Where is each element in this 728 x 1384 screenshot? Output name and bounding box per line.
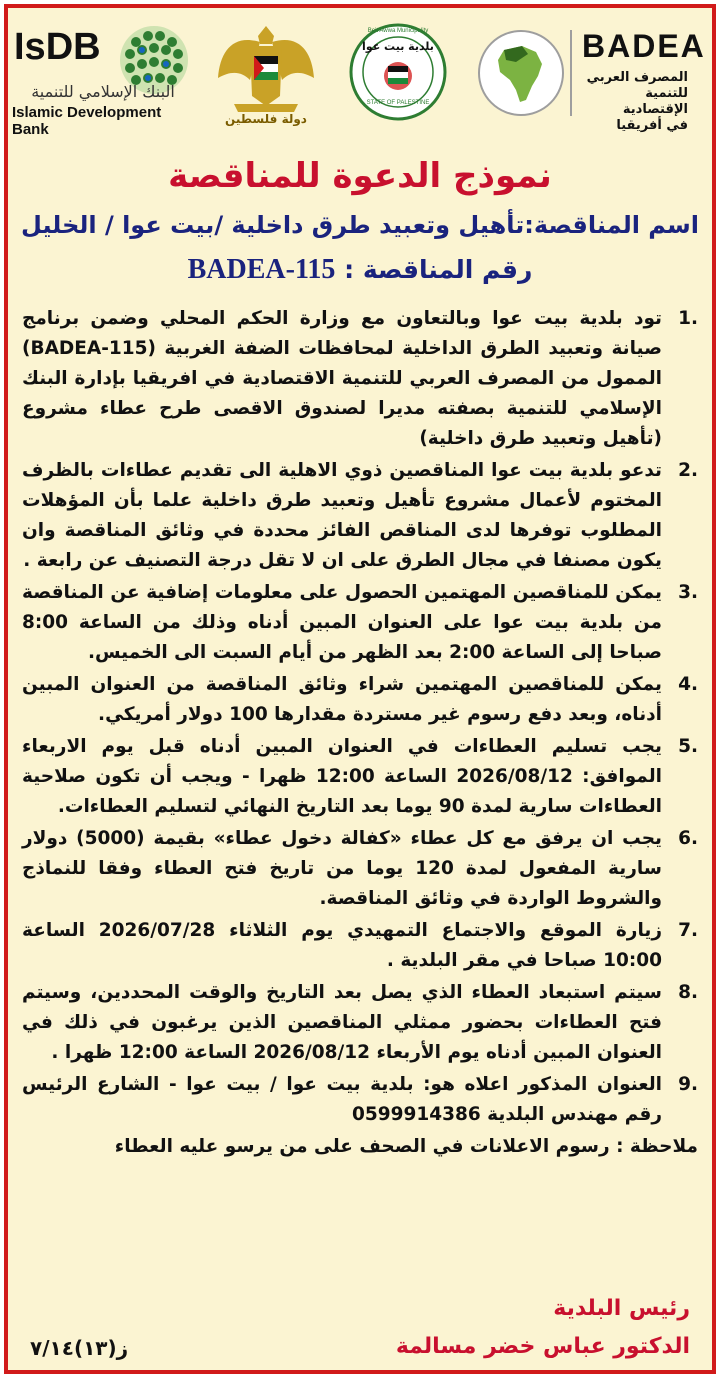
list-item xyxy=(22,824,698,914)
item-text: زيارة الموقع والاجتماع التمهيدي يوم الثلاثاء 2026/07/28 الساعة 10:00 صباحا في مقر البلدية . xyxy=(22,920,662,971)
list-item xyxy=(22,916,698,976)
item-number: .5 xyxy=(678,736,698,757)
item-number: .2 xyxy=(678,460,698,481)
seal-english-top: Beit Awwa Municipality xyxy=(367,28,429,34)
signature-name: الدكتور عباس خضر مسالمة xyxy=(395,1334,690,1359)
item-number: .8 xyxy=(678,982,698,1003)
badea-line3: في أفريقيا xyxy=(616,118,688,133)
tender-number-label: رقم المناقصة : xyxy=(344,255,533,284)
badea-line2: للتنمية الإقتصادية xyxy=(622,86,688,117)
list-item xyxy=(22,1070,698,1130)
list-item xyxy=(22,670,698,730)
item-text: تود بلدية بيت عوا وبالتعاون مع وزارة الحكم المحلي وضمن برنامج صيانة وتعبيد الطرق الداخلية لمحافظات الضفة الغربية (BADEA-115) الممول من المصرف العربي للتنمية الاقتصادية في افريقيا بإدارة البنك الإسلامي للتنمية بصفته مديرا لصندوق الاقصى طرح عطاء مشروع (تأهيل وتعبيد طرق داخلية) xyxy=(22,308,662,449)
list-item xyxy=(22,304,698,454)
item-text: يمكن للمناقصين المهتمين الحصول على معلومات إضافية عن المناقصة من بلدية بيت عوا على العنوان المبين أدناه وذلك من الساعة 8:00 صباحا إلى الساعة 2:00 بعد الظهر من أيام السبت الى الخميس. xyxy=(22,582,662,663)
item-text: سيتم استبعاد العطاء الذي يصل بعد التاريخ والوقت المحددين، وسيتم فتح العطاءات بحضور ممثلي المناقصين الذين يرغبون في ذلك في العنوان المبين أدناه يوم الأربعاء 2026/08/12 الساعة 12:00 ظهرا . xyxy=(22,982,662,1063)
item-number: .1 xyxy=(678,308,698,329)
item-number: .6 xyxy=(678,828,698,849)
signature-title: رئيس البلدية xyxy=(553,1296,690,1321)
list-item xyxy=(22,578,698,668)
item-number: .7 xyxy=(678,920,698,941)
palestine-emblem-label: دولة فلسطين xyxy=(225,112,307,126)
badea-divider xyxy=(570,30,572,116)
badea-abbr: BADEA xyxy=(582,28,706,64)
reference-code: ز(١٣)٧/١٤ xyxy=(30,1336,129,1360)
municipality-seal xyxy=(348,20,448,128)
isdb-english-name: Islamic Development Bank xyxy=(12,104,162,138)
isdb-logo xyxy=(12,20,192,138)
list-item xyxy=(22,732,698,822)
item-text: يمكن للمناقصين المهتمين شراء وثائق المناقصة من العنوان المبين أدناه، وبعد دفع رسوم غير مستردة مقدارها 100 دولار أمريكي. xyxy=(22,674,662,725)
advert-fees-note: ملاحظة : رسوم الاعلانات في الصحف على من يرسو عليه العطاء xyxy=(114,1136,698,1157)
seal-arabic-name: بلدية بيت عوا xyxy=(362,40,434,53)
tender-number: BADEA-115 xyxy=(187,254,336,285)
tender-notice xyxy=(4,4,716,1374)
isdb-arabic-name: البنك الإسلامي للتنمية xyxy=(31,82,175,101)
logo-bar xyxy=(8,14,712,138)
list-item xyxy=(22,978,698,1068)
item-text: يجب ان يرفق مع كل عطاء «كفالة دخول عطاء» بقيمة (5000) دولار سارية المفعول لمدة 120 يوما من تاريخ فتح العطاء وفقا للنماذج والشروط الواردة في وثائق المناقصة. xyxy=(22,828,662,909)
item-text: العنوان المذكور اعلاه هو: بلدية بيت عوا / بيت عوا - الشارع الرئيس رقم مهندس البلدية 0599914386 xyxy=(22,1074,662,1125)
item-text: تدعو بلدية بيت عوا المناقصين ذوي الاهلية الى تقديم عطاءات بالظرف المختوم لأعمال مشروع تأهيل وتعبيد طرق داخلية علما بأن المؤهلات المطلوب توفرها لدى المناقص الفائز محددة في وثائق المناقصة وان يكون مصنفا في مجال الطرق على ان لا تقل درجة التصنيف عن رابعة . xyxy=(22,460,662,571)
tender-items xyxy=(22,304,698,1162)
item-number: .9 xyxy=(678,1074,698,1095)
palestine-emblem xyxy=(214,20,318,128)
badea-arabic-name xyxy=(578,70,688,134)
list-item xyxy=(22,456,698,576)
badea-logo xyxy=(474,20,714,133)
notice-title: نموذج الدعوة للمناقصة xyxy=(168,156,552,196)
tender-name: اسم المناقصة:تأهيل وتعبيد طرق داخلية /بيت عوا / الخليل xyxy=(21,211,699,239)
seal-english-bottom: STATE OF PALESTINE xyxy=(366,100,430,106)
tender-number-line xyxy=(8,254,712,286)
item-number: .4 xyxy=(678,674,698,695)
item-text: يجب تسليم العطاءات في العنوان المبين أدناه قبل يوم الاربعاء الموافق: 2026/08/12 الساعة 12:00 ظهرا - ويجب أن تكون صلاحية العطاءات سارية لمدة 90 يوما بعد التاريخ النهائي لتسليم العطاءات. xyxy=(22,736,662,817)
badea-line1: المصرف العربي xyxy=(586,70,688,85)
africa-map-icon xyxy=(476,28,566,118)
isdb-abbr: IsDB xyxy=(14,26,101,68)
seal-icon xyxy=(348,22,448,122)
item-number: .3 xyxy=(678,582,698,603)
